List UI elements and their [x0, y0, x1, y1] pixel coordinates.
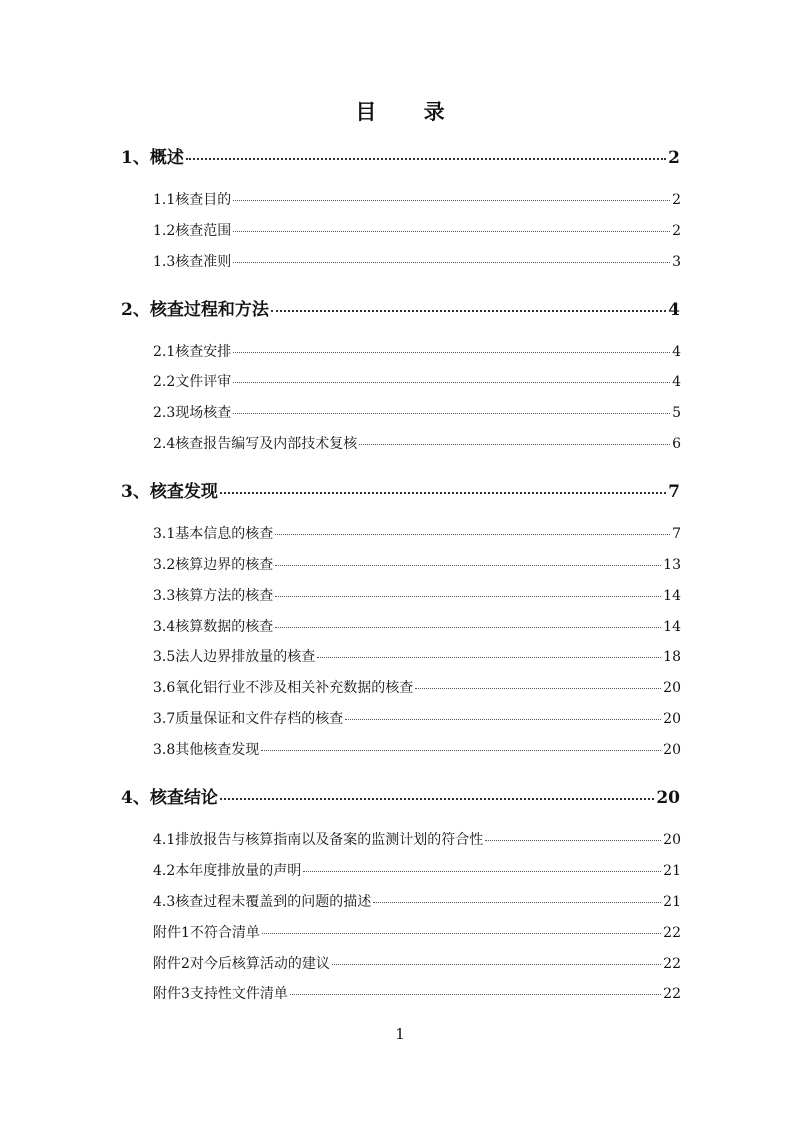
toc-section-entry[interactable]	[153, 402, 681, 426]
toc-dot-leader	[275, 595, 661, 597]
toc-entry-page: 2	[668, 148, 680, 168]
toc-dot-leader	[233, 261, 670, 263]
toc-entry-label: 2.1核查安排	[153, 344, 232, 360]
toc-entry-label: 附件3支持性文件清单	[153, 986, 288, 1002]
toc-dot-leader	[271, 309, 666, 312]
toc-dot-leader	[233, 412, 670, 414]
toc-dot-leader	[261, 749, 661, 751]
toc-entry-label: 3.3核算方法的核查	[153, 588, 274, 604]
toc-entry-label: 4、核查结论	[121, 788, 218, 808]
toc-dot-leader	[233, 351, 670, 353]
toc-dot-leader	[275, 564, 661, 566]
toc-section-entry[interactable]	[153, 371, 681, 395]
toc-dot-leader	[332, 963, 661, 965]
toc-dot-leader	[275, 626, 661, 628]
toc-section-entry[interactable]	[153, 739, 681, 763]
toc-entry-label: 3、核查发现	[121, 482, 218, 502]
toc-entry-label: 1.2核查范围	[153, 223, 232, 239]
toc-entry-label: 4.1排放报告与核算指南以及备案的监测计划的符合性	[153, 832, 484, 848]
toc-section-entry[interactable]	[153, 554, 681, 578]
toc-entry-page: 4	[672, 374, 681, 390]
toc-entry-page: 21	[663, 894, 681, 910]
toc-entry-label: 2.4核查报告编写及内部技术复核	[153, 436, 358, 452]
toc-section-entry[interactable]	[153, 891, 681, 915]
toc-entry-label: 1.1核查目的	[153, 192, 232, 208]
toc-section-entry[interactable]	[153, 523, 681, 547]
toc-dot-leader	[220, 491, 666, 494]
toc-entry-page: 7	[672, 526, 681, 542]
toc-section-entry[interactable]	[153, 585, 681, 609]
toc-entry-label: 3.4核算数据的核查	[153, 619, 274, 635]
toc-entry-page: 13	[663, 557, 681, 573]
toc-dot-leader	[262, 932, 661, 934]
toc-section-entry[interactable]	[153, 616, 681, 640]
toc-entry-label: 1、概述	[121, 148, 184, 168]
toc-entry-page: 20	[656, 788, 680, 808]
toc-chapter-entry[interactable]	[121, 295, 680, 325]
toc-chapter-entry[interactable]	[121, 477, 680, 507]
toc-chapter-entry[interactable]	[121, 143, 680, 173]
toc-dot-leader	[485, 839, 661, 841]
toc-title: 目 录	[355, 99, 465, 124]
toc-entry-page: 14	[663, 619, 681, 635]
toc-dot-leader	[415, 687, 661, 689]
toc-entry-label: 3.8其他核查发现	[153, 742, 260, 758]
toc-entry-page: 7	[668, 482, 680, 502]
toc-entry-page: 22	[663, 925, 681, 941]
toc-section-entry[interactable]	[153, 220, 681, 244]
toc-entry-page: 20	[663, 832, 681, 848]
toc-dot-leader	[303, 870, 661, 872]
toc-entry-page: 21	[663, 863, 681, 879]
toc-section-entry[interactable]	[153, 189, 681, 213]
toc-section-entry[interactable]	[153, 983, 681, 1007]
toc-entry-page: 20	[663, 680, 681, 696]
toc-entry-page: 4	[668, 300, 680, 320]
toc-entry-page: 3	[672, 254, 681, 270]
toc-entry-page: 22	[663, 956, 681, 972]
toc-entry-page: 20	[663, 742, 681, 758]
toc-section-entry[interactable]	[153, 677, 681, 701]
toc-entry-page: 22	[663, 986, 681, 1002]
toc-dot-leader	[233, 381, 670, 383]
toc-section-entry[interactable]	[153, 433, 681, 457]
toc-entry-label: 附件1不符合清单	[153, 925, 260, 941]
toc-section-entry[interactable]	[153, 341, 681, 365]
toc-section-entry[interactable]	[153, 953, 681, 977]
toc-dot-leader	[317, 656, 661, 658]
toc-section-entry[interactable]	[153, 251, 681, 275]
toc-entry-label: 3.1基本信息的核查	[153, 526, 274, 542]
toc-section-entry[interactable]	[153, 829, 681, 853]
toc-entry-label: 2.2文件评审	[153, 374, 232, 390]
toc-entry-label: 3.7质量保证和文件存档的核查	[153, 711, 344, 727]
toc-section-entry[interactable]	[153, 708, 681, 732]
toc-dot-leader	[359, 443, 670, 445]
toc-entry-label: 3.2核算边界的核查	[153, 557, 274, 573]
toc-dot-leader	[186, 157, 666, 160]
toc-dot-leader	[275, 533, 670, 535]
toc-entry-page: 14	[663, 588, 681, 604]
toc-entry-label: 2、核查过程和方法	[121, 300, 269, 320]
toc-entry-page: 2	[672, 192, 681, 208]
toc-entry-page: 5	[672, 405, 681, 421]
toc-entry-label: 4.3核查过程未覆盖到的问题的描述	[153, 894, 372, 910]
toc-dot-leader	[345, 718, 661, 720]
toc-dot-leader	[220, 797, 654, 800]
toc-entry-label: 4.2本年度排放量的声明	[153, 863, 302, 879]
toc-entry-label: 3.6氧化铝行业不涉及相关补充数据的核查	[153, 680, 414, 696]
toc-entry-page: 18	[663, 649, 681, 665]
toc-entry-page: 20	[663, 711, 681, 727]
toc-entry-label: 1.3核查准则	[153, 254, 232, 270]
toc-section-entry[interactable]	[153, 860, 681, 884]
toc-entry-page: 6	[672, 436, 681, 452]
toc-dot-leader	[373, 901, 661, 903]
toc-entry-page: 2	[672, 223, 681, 239]
toc-entry-label: 附件2对今后核算活动的建议	[153, 956, 330, 972]
toc-chapter-entry[interactable]	[121, 783, 680, 813]
toc-dot-leader	[290, 993, 661, 995]
toc-dot-leader	[233, 230, 670, 232]
toc-section-entry[interactable]	[153, 922, 681, 946]
toc-dot-leader	[233, 199, 670, 201]
toc-entry-label: 2.3现场核查	[153, 405, 232, 421]
toc-section-entry[interactable]	[153, 646, 681, 670]
toc-entry-label: 3.5法人边界排放量的核查	[153, 649, 316, 665]
toc-entry-page: 4	[672, 344, 681, 360]
page-number: 1	[395, 1025, 405, 1043]
